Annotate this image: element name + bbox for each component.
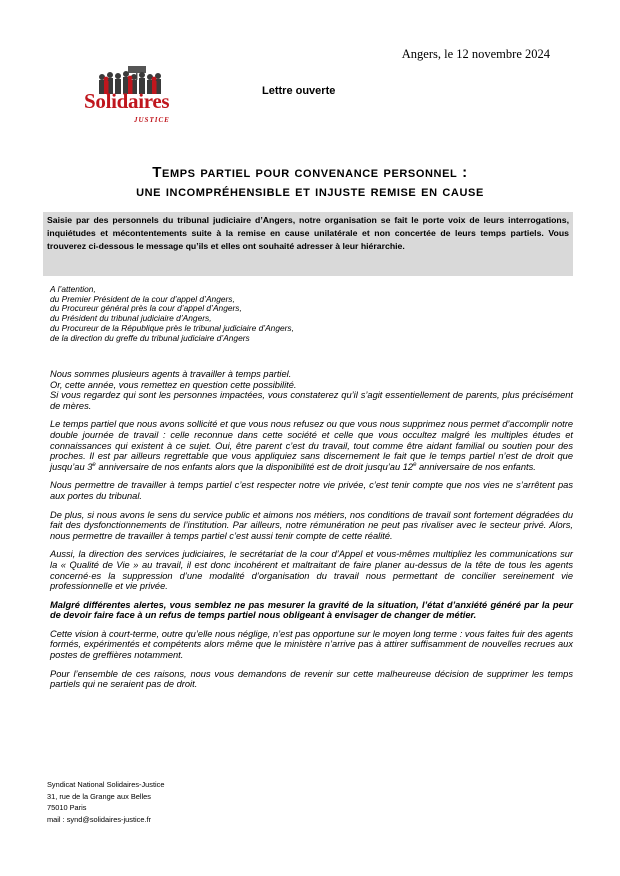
paragraph-2 — [50, 419, 573, 472]
ordinal-suffix: e — [92, 461, 96, 468]
logo-subtitle: JUSTICE — [134, 116, 170, 124]
logo-wordmark: Solidaires — [84, 89, 170, 113]
paragraph-6-emphasis: Malgré différentes alertes, vous semblez ne pas mesurer la gravité de la situation, l’état d’anxiété généré par la peur de devoir faire face à un refus de temps partiel nous obligeant à envisager de changer de métier. — [50, 599, 573, 621]
paragraph-4: De plus, si nous avons le sens du service public et aimons nos métiers, nos conditions de travail sont fortement dégradées du fait des dysfonctionnements de l’institution. Par ailleurs, notre rémunération ne peut pas rivaliser avec le secteur privé. Alors, nous permettre de travailler à temps partiel c’est aussi tenir compte de cette réalité. — [50, 509, 573, 541]
paragraph-7: Cette vision à court-terme, outre qu’elle nous néglige, n’est pas opportune sur le moyen long terme : vous faites fuir des agents formés, expérimentés et compétents alors même que le ministère n’arrive pas à attirer suffisamment de nouvelles recrues aux postes de greffières notamment. — [50, 628, 573, 661]
recipient-line: du Procureur de la République près le tribunal judiciaire d’Angers, — [50, 322, 294, 333]
footer-mail: mail : synd@solidaires-justice.fr — [47, 814, 152, 824]
paragraph-5: Aussi, la direction des services judiciaires, le secrétariat de la cour d’Appel et vous-mêmes multipliez les communications sur la « Qualité de Vie » au travail, il est donc incohérent et maltraitant de faire planer au-dessus de la tête de tous les agents concerné·es la suppression d’une modalité d’organisation du travail nous permettant de concilier sereinement vie professionnelle et vie privée. — [50, 549, 573, 592]
title-line-2: une incompréhensible et injuste remise en cause — [136, 183, 484, 200]
paragraph-1 — [50, 369, 573, 411]
footer-address — [47, 779, 165, 825]
recipient-line: A l’attention, — [50, 284, 96, 294]
title-line-1: Temps partiel pour convenance personnel : — [152, 164, 468, 181]
paragraph-8: Pour l’ensemble de ces raisons, nous vous demandons de revenir sur cette malheureuse décision de supprimer les temps partiels qui ne seraient pas de droit. — [50, 668, 573, 690]
letter-title — [60, 163, 560, 201]
paragraph-1-line: Nous sommes plusieurs agents à travailler à temps partiel. — [50, 369, 292, 379]
footer-city: 75010 Paris — [47, 803, 87, 812]
letter-body — [50, 369, 573, 698]
paragraph-3: Nous permettre de travailler à temps partiel c’est respecter notre vie privée, c’est tenir compte que nos vies ne s’arrêtent pas aux portes du tribunal. — [50, 480, 573, 501]
paragraph-1-line: Or, cette année, vous remettez en question cette possibilité. — [50, 379, 297, 390]
intro-box: Saisie par des personnels du tribunal judiciaire d’Angers, notre organisation se fait le porte voix de leurs interrogations, inquiétudes et mécontentements suite à la remise en cause unilatérale et non concertée de leurs temps partiels. Vous trouverez ci-dessous le message qu’ils et elles ont souhaité adresser à leur hiérarchie. — [43, 212, 573, 276]
footer-street: 31, rue de la Grange aux Belles — [47, 791, 151, 801]
recipient-line: de la direction du greffe du tribunal judiciaire d’Angers — [50, 332, 250, 343]
recipient-line: du Procureur général près la cour d’appel d’Angers, — [50, 303, 242, 314]
date-line: Angers, le 12 novembre 2024 — [401, 47, 550, 61]
paragraph-2-text: anniversaire de nos enfants. — [416, 461, 536, 472]
paragraph-1-line: Si vous regardez qui sont les personnes impactées, vous constaterez qu’il s’agit essentiellement de parents, plus précisément de mères. — [50, 390, 573, 411]
recipient-line: du Premier Président de la cour d’appel d’Angers, — [50, 293, 235, 304]
footer-org: Syndicat National Solidaires-Justice — [47, 780, 165, 789]
recipient-line: du Président du tribunal judiciaire d’Angers, — [50, 313, 212, 324]
paragraph-2-text: Le temps partiel que nous avons sollicité et que vous nous refusez ou que vous nous supprimez nous permet d’accomplir notre double journée de travail : celle reconnue dans cette société et celle que vous occultez malgré les multiples études et connaissances qui existent à ce sujet. Oui, être parent c’est du travail, tout comme être aidant familial ou soutien pour des proches. Il est par ailleurs regrettable que vous appliquiez sans discernement le fait que le temps partiel n’est de droit que jusqu’au 3 — [50, 419, 573, 472]
paragraph-2-text: anniversaire de nos enfants alors que la disponibilité est de droit jusqu’au 12 — [95, 461, 414, 472]
open-letter-label: Lettre ouverte — [262, 85, 336, 97]
ordinal-suffix: e — [413, 461, 417, 468]
solidaires-justice-logo — [84, 64, 184, 130]
recipients-block — [50, 285, 570, 343]
